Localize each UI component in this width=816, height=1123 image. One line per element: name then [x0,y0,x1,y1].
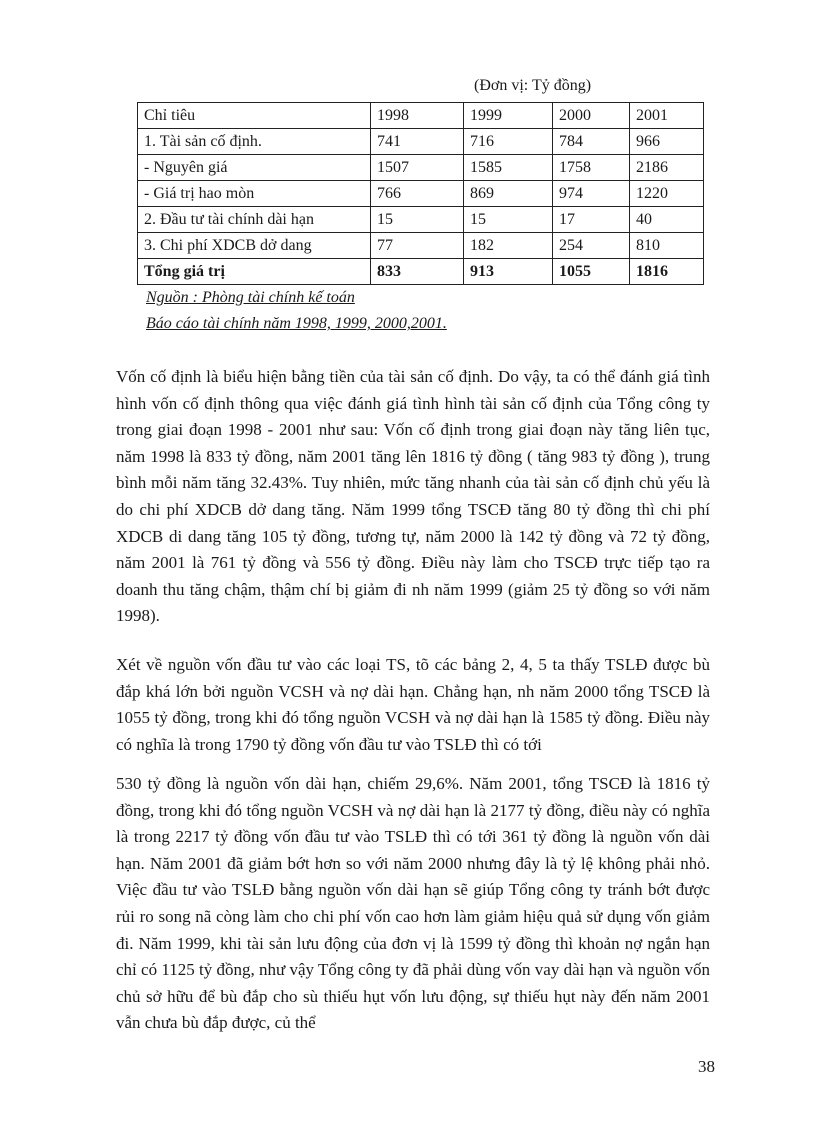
table-cell: 766 [371,181,464,207]
table-header-row [138,103,704,129]
table-source-line-2: Báo cáo tài chính năm 1998, 1999, 2000,2001. [146,315,447,332]
row-label: 3. Chi phí XDCB dở dang [138,233,371,259]
header-cell: 2000 [553,103,630,129]
page-number: 38 [698,1057,715,1076]
table-row [138,207,704,233]
table-cell: 741 [371,129,464,155]
table-cell: 716 [464,129,553,155]
table-cell: 1585 [464,155,553,181]
paragraph-long-term-capital: 530 tỷ đồng là nguồn vốn dài hạn, chiếm 29,6%. Năm 2001, tổng TSCĐ là 1816 tỷ đồng, trong khi đó tổng nguồn VCSH và nợ dài hạn là 2177 tỷ đồng, điều này có nghĩa là trong 2217 tỷ đồng vốn đầu tư vào TSLĐ thì có tới 361 tỷ đồng là nguồn vốn dài hạn. Năm 2001 đã giảm bớt hơn so với năm 2000 nhưng đây là tỷ lệ không phải nhỏ. Việc đầu tư vào TSLĐ bằng nguồn vốn dài hạn sẽ giúp Tổng công ty tránh bớt được rủi ro song nã còng làm cho chi phí vốn cao hơn làm giảm hiệu quả sử dụng vốn giảm đi. Năm 1999, khi tài sản lưu động của đơn vị là 1599 tỷ đồng thì khoản nợ ngắn hạn chỉ có 1125 tỷ đồng, như vậy Tổng công ty đã phải dùng vốn vay dài hạn và nguồn vốn chủ sở hữu để bù đắp cho sù thiếu hụt vốn lưu động, sự thiếu hụt này đến năm 2001 vẫn chưa bù đắp được, củ thể [116,774,710,1033]
header-cell: Chỉ tiêu [138,103,371,129]
paragraph-investment-sources: Xét về nguồn vốn đầu tư vào các loại TS, tõ các bảng 2, 4, 5 ta thấy TSLĐ được bù đắp khá lớn bởi nguồn VCSH và nợ dài hạn. Chẳng hạn, nh năm 2000 tổng TSCĐ là 1055 tỷ đồng, trong khi đó tổng nguồn VCSH và nợ dài hạn là 1585 tỷ đồng. Điều này có nghĩa là trong 1790 tỷ đồng vốn đầu tư vào TSLĐ thì có tới [116,655,710,754]
paragraph-fixed-capital: Vốn cố định là biểu hiện bằng tiền của tài sản cố định. Do vậy, ta có thể đánh giá tình hình vốn cố định thông qua việc đánh giá tình hình tài sản cố định của Tổng công ty trong giai đoạn 1998 - 2001 như sau: Vốn cố định trong giai đoạn này tăng liên tục, năm 1998 là 833 tỷ đồng, năm 2001 tăng lên 1816 tỷ đồng ( tăng 983 tỷ đồng ), trung bình mỗi năm tăng 32.43%. Tuy nhiên, mức tăng nhanh của tài sản cố định chủ yếu là do chi phí XDCB dở dang tăng. Năm 1999 tổng TSCĐ tăng 80 tỷ đồng thì chi phí XDCB di dang tăng 105 tỷ đồng, tương tự, năm 2000 là 142 tỷ đồng và 72 tỷ đồng, năm 2001 là 761 tỷ đồng và 556 tỷ đồng. Điều này làm cho TSCĐ trực tiếp tạo ra doanh thu tăng chậm, thậm chí bị giảm đi nh năm 1999 (giảm 25 tỷ đồng so với năm 1998). [116,367,710,626]
total-cell: 1816 [630,259,704,285]
total-label: Tổng giá trị [138,259,371,285]
table-cell: 1758 [553,155,630,181]
header-cell: 1998 [371,103,464,129]
row-label: - Giá trị hao mòn [138,181,371,207]
table-cell: 974 [553,181,630,207]
table-cell: 254 [553,233,630,259]
table-cell: 40 [630,207,704,233]
total-cell: 913 [464,259,553,285]
table-cell: 15 [371,207,464,233]
table-source-line-1: Nguồn : Phòng tài chính kế toán [146,289,355,306]
fixed-assets-table [137,102,704,285]
table-row [138,155,704,181]
table-row [138,181,704,207]
total-cell: 1055 [553,259,630,285]
table-cell: 182 [464,233,553,259]
table-unit-note: (Đơn vị: Tỷ đồng) [474,77,592,94]
table-cell: 1507 [371,155,464,181]
table-row [138,233,704,259]
table-cell: 810 [630,233,704,259]
table-cell: 1220 [630,181,704,207]
table-total-row [138,259,704,285]
table-cell: 869 [464,181,553,207]
row-label: 1. Tài sản cố định. [138,129,371,155]
row-label: - Nguyên giá [138,155,371,181]
table-cell: 15 [464,207,553,233]
table-row [138,129,704,155]
header-cell: 1999 [464,103,553,129]
table-cell: 966 [630,129,704,155]
header-cell: 2001 [630,103,704,129]
table-cell: 2186 [630,155,704,181]
table-cell: 77 [371,233,464,259]
table-cell: 784 [553,129,630,155]
table-cell: 17 [553,207,630,233]
row-label: 2. Đầu tư tài chính dài hạn [138,207,371,233]
total-cell: 833 [371,259,464,285]
